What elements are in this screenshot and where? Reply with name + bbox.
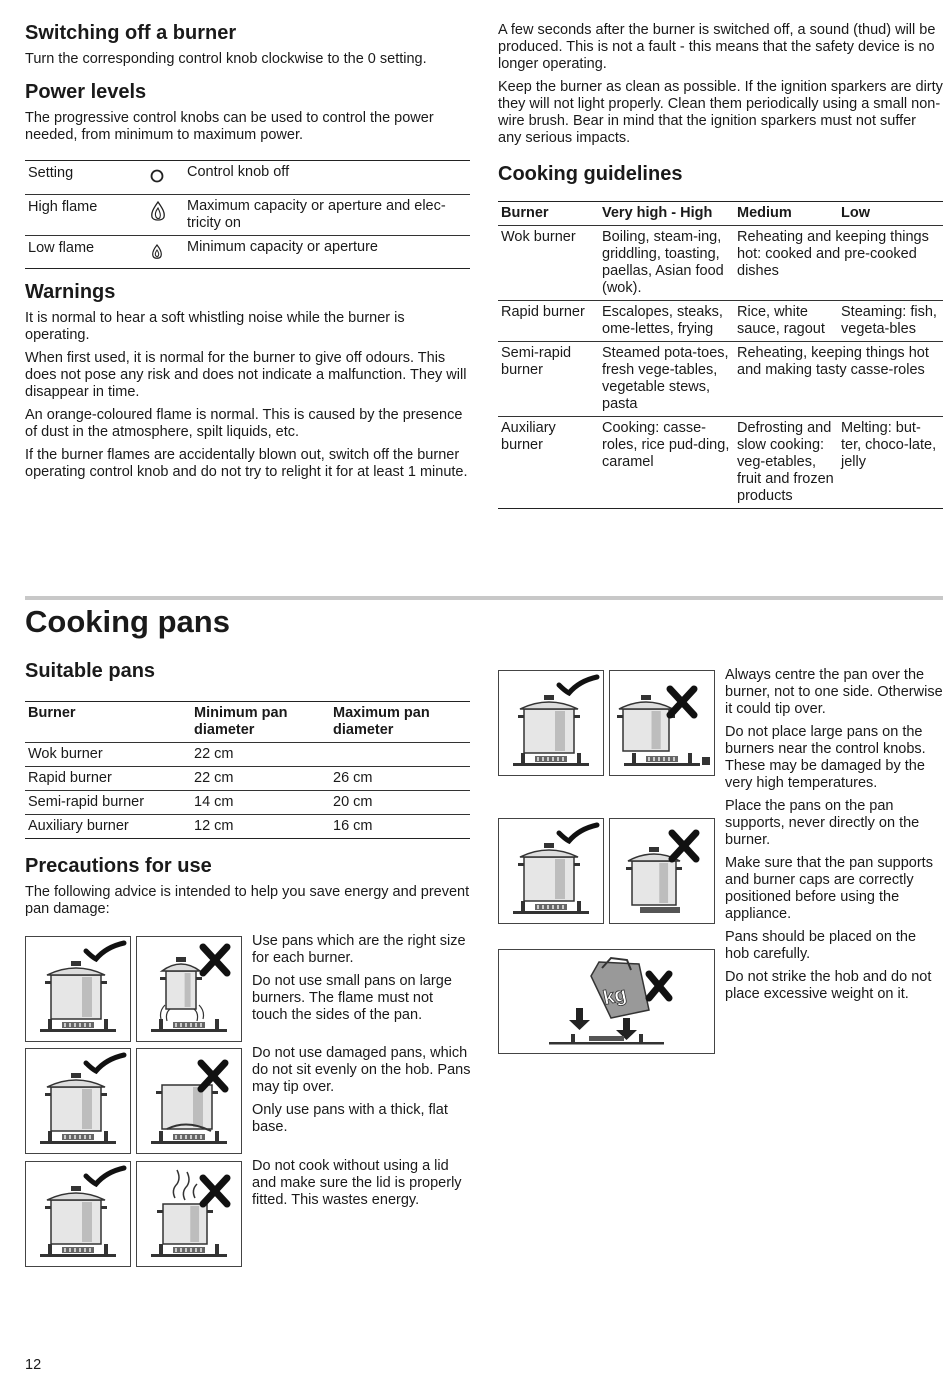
table-row [25, 195, 470, 236]
circle-off-icon [147, 161, 184, 195]
high-cell: Escalopes, steaks, ome-lettes, frying [599, 301, 734, 342]
cleaning-paragraph: Keep the burner as clean as possible. If the ignition sparkers are dirty they will not light properly. Clean them periodically using a small non-wire brush. Bear in mind that the ignition sparkers must not suffer any serious impacts. [498, 79, 943, 146]
cross-icon [670, 689, 694, 715]
checkmark-icon [86, 1168, 124, 1184]
burner-cell: Wok burner [501, 229, 576, 245]
hob-grate [151, 1131, 227, 1144]
damaged-pan-illustration [136, 1048, 242, 1154]
setting-desc: Control knob off [187, 164, 290, 180]
cooking-pans-heading: Cooking pans [25, 604, 230, 639]
heavy-weight-illustration [498, 949, 715, 1054]
tip-text: Do not strike the hob and do not place excessive weight on it. [725, 969, 932, 1002]
column-header: Minimum pan diameter [194, 705, 288, 738]
small-flame-icon [147, 236, 184, 269]
warning-text: When first used, it is normal for the burner to give off odours. This does not pose any risk and does not indicate a malfunction. They will disappear in time. [25, 350, 467, 400]
hob-grate [513, 753, 589, 766]
cooking-guidelines-table [498, 201, 943, 509]
table-header-row [498, 202, 943, 226]
checkmark-icon [559, 677, 597, 693]
pot [45, 1186, 107, 1244]
low-cell: Melting: but-ter, choco-late, jelly [838, 417, 943, 509]
suitable-pans-table [25, 701, 470, 839]
tip-text: Pans should be placed on the hob carefully. [725, 929, 917, 962]
cross-icon [201, 1063, 225, 1089]
burner-cell: Wok burner [28, 746, 103, 762]
column-header: Low [841, 205, 870, 221]
pot [45, 1073, 107, 1131]
max-diameter-cell [330, 743, 470, 767]
setting-desc: Minimum capacity or aperture [184, 236, 470, 269]
hob-grate [624, 753, 700, 766]
hob-grate [549, 1034, 664, 1045]
burner-cell: Semi-rapid burner [25, 791, 191, 815]
column-header: Very high - High [602, 205, 713, 221]
warning-text: It is normal to hear a soft whistling noise while the burner is operating. [25, 310, 405, 343]
burner-cell: Rapid burner [498, 301, 599, 342]
burner-base [640, 907, 680, 913]
tip-text: Do not place large pans on the burners near the control knobs. These may be damaged by the very high temperatures. [725, 724, 926, 791]
page-number: 12 [25, 1357, 42, 1373]
hob-grate [40, 1019, 116, 1032]
left-bottom-column [25, 660, 470, 918]
max-diameter-cell: 20 cm [330, 791, 470, 815]
checkmark-icon [559, 825, 597, 841]
centred-pan-illustration [498, 670, 604, 776]
power-levels-text: The progressive control knobs can be used to control the power needed, from minimum to maximum power. [25, 110, 434, 143]
checkmark-icon [86, 1055, 124, 1071]
right-tips [725, 667, 943, 1003]
switch-off-text: Turn the corresponding control knob clockwise to the 0 setting. [25, 51, 427, 67]
high-cell: Boiling, steam-ing, griddling, toasting, paellas, Asian food (wok). [602, 229, 724, 296]
tip-text: Do not use damaged pans, which do not sit evenly on the hob. Pans may tip over. [252, 1045, 471, 1095]
section-divider [25, 596, 943, 600]
burner-cell: Semi-rapid burner [498, 342, 599, 417]
suitable-pans-heading: Suitable pans [25, 660, 156, 682]
left-top-column [25, 22, 473, 481]
table-header-row [25, 702, 470, 743]
correct-pan-size-illustration [25, 936, 131, 1042]
max-diameter-cell: 16 cm [330, 815, 470, 839]
medium-cell: Defrosting and slow cooking: veg-etables, fruit and frozen products [734, 417, 838, 509]
pot [45, 961, 107, 1019]
pot [157, 1204, 213, 1244]
table-row [498, 342, 943, 417]
power-levels-heading: Power levels [25, 81, 147, 103]
burner-cell: Auxiliary burner [498, 417, 599, 509]
min-diameter-cell: 22 cm [191, 767, 330, 791]
hob-grate [40, 1244, 116, 1257]
warnings-heading: Warnings [25, 281, 116, 303]
table-row [498, 226, 943, 301]
tip-text: Place the pans on the pan supports, never directly on the burner. [725, 798, 920, 848]
left-tips-2 [252, 1045, 472, 1136]
medium-low-cell: Reheating, keeping things hot and making tasty casse-roles [734, 342, 943, 417]
tip-text: Do not use small pans on large burners. The flame must not touch the sides of the pan. [252, 973, 452, 1023]
table-row [498, 301, 943, 342]
left-tips-3 [252, 1158, 472, 1209]
min-diameter-cell: 14 cm [191, 791, 330, 815]
high-cell: Steamed pota-toes, fresh vege-tables, vegetable stews, pasta [599, 342, 734, 417]
power-levels-table [25, 160, 470, 269]
setting-desc: Maximum capacity or aperture and elec-tricity on [184, 195, 470, 236]
precautions-heading: Precautions for use [25, 855, 212, 877]
tip-text: Use pans which are the right size for each burner. [252, 933, 466, 966]
cross-icon [649, 974, 669, 998]
burner-cell: Rapid burner [25, 767, 191, 791]
medium-low-cell: Reheating and keeping things hot: cooked and pre-cooked dishes [737, 229, 929, 279]
column-header: Maximum pan diameter [333, 705, 430, 738]
hob-grate [513, 901, 589, 914]
kg-label: kg [601, 983, 629, 1010]
pot [156, 1085, 218, 1129]
cross-icon [203, 947, 227, 973]
weight-block [591, 958, 649, 1018]
hob-grate [40, 1131, 116, 1144]
warning-text: An orange-coloured flame is normal. This is caused by the presence of dust in the atmosphere, spilt liquids, etc. [25, 407, 463, 440]
pot [518, 843, 580, 901]
switch-off-heading: Switching off a burner [25, 22, 237, 44]
table-row [25, 767, 470, 791]
pot [518, 695, 580, 753]
cooking-guidelines-heading: Cooking guidelines [498, 163, 683, 185]
flat-pan-illustration [25, 1048, 131, 1154]
pan-on-supports-illustration [498, 818, 604, 924]
table-row [25, 236, 470, 269]
table-row [498, 417, 943, 509]
small-pan-large-burner-illustration [136, 936, 242, 1042]
hob-grate [151, 1019, 227, 1032]
column-header: Medium [737, 205, 792, 221]
down-arrow-icon [569, 1008, 590, 1030]
no-lid-illustration [136, 1161, 242, 1267]
tip-text: Do not cook without using a lid and make sure the lid is properly fitted. This wastes energy. [252, 1158, 462, 1208]
checkmark-icon [86, 943, 124, 959]
table-row [25, 743, 470, 767]
control-knob [702, 757, 710, 765]
left-tips-1 [252, 933, 472, 1024]
min-diameter-cell: 12 cm [191, 815, 330, 839]
min-diameter-cell: 22 cm [194, 746, 234, 762]
setting-cell: Low flame [25, 236, 147, 269]
low-cell: Steaming: fish, vegeta-bles [838, 301, 943, 342]
setting-cell: High flame [25, 195, 147, 236]
warning-text: If the burner flames are accidentally blown out, switch off the burner operating control knob and do not try to relight it for at least 1 minute. [25, 447, 468, 480]
column-header: Burner [28, 705, 76, 721]
right-top-column [498, 22, 943, 509]
pan-on-burner-illustration [609, 818, 715, 924]
tip-text: Make sure that the pan supports and burner caps are correctly positioned before using the appliance. [725, 855, 933, 922]
pot [617, 695, 675, 751]
lid-on-illustration [25, 1161, 131, 1267]
tip-text: Always centre the pan over the burner, not to one side. Otherwise it could tip over. [725, 667, 943, 717]
high-cell: Cooking: casse-roles, rice pud-ding, caramel [599, 417, 734, 509]
column-header: Burner [501, 205, 549, 221]
cross-icon [203, 1178, 227, 1204]
precautions-intro: The following advice is intended to help you save energy and prevent pan damage: [25, 884, 470, 917]
burner-cell: Auxiliary burner [25, 815, 191, 839]
thud-paragraph: A few seconds after the burner is switched off, a sound (thud) will be produced. This is not a fault - this means that the safety device is no longer operating. [498, 22, 936, 72]
off-centre-pan-illustration [609, 670, 715, 776]
medium-cell: Rice, white sauce, ragout [734, 301, 838, 342]
table-row [25, 815, 470, 839]
table-row [25, 791, 470, 815]
pot [160, 957, 202, 1009]
hob-grate [151, 1244, 227, 1257]
setting-cell: Setting [28, 165, 74, 181]
tip-text: Only use pans with a thick, flat base. [252, 1102, 448, 1135]
cross-icon [672, 833, 696, 859]
large-flame-icon [147, 195, 184, 236]
table-row [25, 161, 470, 195]
steam-icon [173, 1170, 197, 1200]
max-diameter-cell: 26 cm [330, 767, 470, 791]
